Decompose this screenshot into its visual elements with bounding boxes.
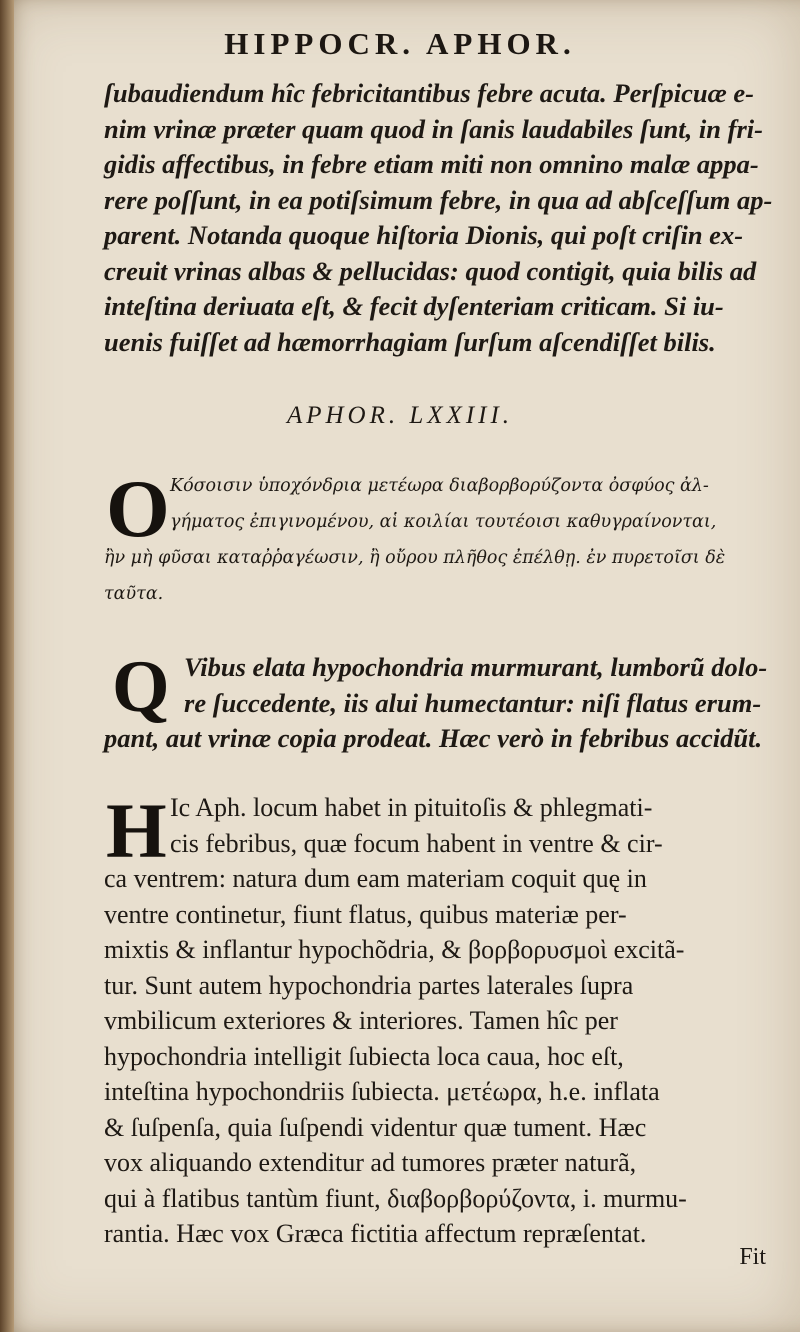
text-line: vmbilicum exteriores & interiores. Tamen hîc per xyxy=(104,1006,618,1035)
latin-translation xyxy=(104,646,774,757)
commentary-main xyxy=(104,787,780,1252)
text-line: re ſuccedente, iis alui humectantur: niſi flatus erum- xyxy=(184,687,762,718)
text-line: hypochondria intelligit ſubiecta loca caua, hoc eſt, xyxy=(104,1041,624,1071)
text-line: inteſtina hypochondriis ſubiecta. μετέωρα, h.e. inflata xyxy=(104,1077,660,1106)
text-line: parent. Notanda quoque hiſtoria Dionis, qui poſt criſin ex- xyxy=(104,220,744,250)
text-line: Κόσοισιν ὑποχόνδρια μετέωρα διαβορβορύζοντα ὀσφύος ἀλ- xyxy=(170,476,709,496)
text-line: nim vrinæ præter quam quod in ſanis laudabiles ſunt, in fri- xyxy=(104,113,763,144)
text-line: γήματος ἐπιγινομένου, αἱ κοιλίαι τουτέοισι καθυγραίνονται, xyxy=(170,512,717,532)
aphorism-title: APHOR. LXXIII. xyxy=(286,402,514,429)
text-line: rantia. Hæc vox Græca fictitia affectum repræſentat. xyxy=(104,1219,647,1248)
text-line: tur. Sunt autem hypochondria partes laterales ſupra xyxy=(104,970,634,1000)
text-line: ἢν μὴ φῦσαι καταῤῥαγέωσιν, ἢ οὔρου πλῆθος ἐπέλθῃ. ἐν πυρετοῖσι δὲ xyxy=(104,548,726,568)
text-line: vox aliquando extenditur ad tumores præter naturã, xyxy=(104,1148,637,1177)
greek-dropcap: O xyxy=(106,463,170,554)
text-line: mixtis & inflantur hypochõdria, & βορβορυσμοὶ excitã- xyxy=(104,935,685,964)
text-line: qui à flatibus tantùm fiunt, διαβορβορύζοντα, i. murmu- xyxy=(104,1183,687,1213)
text-line: pant, aut vrinæ copia prodeat. Hæc verò in febribus accidũt. xyxy=(104,723,763,753)
text-line: ca ventrem: natura dum eam materiam coquit quę in xyxy=(104,864,647,893)
text-line: uenis fuiſſet ad hæmorrhagiam ſurſum aſcendiſſet bilis. xyxy=(104,326,716,357)
page-gutter xyxy=(0,0,14,1332)
latin-dropcap: Q xyxy=(112,646,170,728)
text-line: creuit vrinas albas & pellucidas: quod contigit, quia bilis ad xyxy=(104,255,757,286)
text-line: Vibus elata hypochondria murmurant, lumborũ dolo- xyxy=(184,652,768,682)
text-line: ventre continetur, fiunt flatus, quibus materiæ per- xyxy=(104,899,627,929)
text-line: inteſtina deriuata eſt, & fecit dyſenteriam criticam. Si iu- xyxy=(104,291,724,321)
catchword: Fit xyxy=(739,1244,766,1270)
text-line: & ſuſpenſa, quia ſuſpendi videntur quæ tument. Hæc xyxy=(104,1112,647,1142)
commentary-top xyxy=(104,76,774,360)
text-line: gidis affectibus, in febre etiam miti non omnino malæ appa- xyxy=(104,149,759,179)
text-line: ταῦτα. xyxy=(104,584,164,604)
text-line: rere poſſunt, in ea potiſsimum febre, in qua ad abſceſſum ap- xyxy=(104,184,773,215)
commentary-dropcap: H xyxy=(106,787,167,874)
greek-aphorism xyxy=(104,463,784,612)
text-line: Ic Aph. locum habet in pituitoſis & phlegmati- xyxy=(170,793,653,822)
text-line: cis febribus, quæ focum habent in ventre & cir- xyxy=(170,828,663,858)
running-head: HIPPOCR. APHOR. xyxy=(224,26,576,61)
text-line: ſubaudiendum hîc febricitantibus febre acuta. Perſpicuæ e- xyxy=(104,78,754,108)
